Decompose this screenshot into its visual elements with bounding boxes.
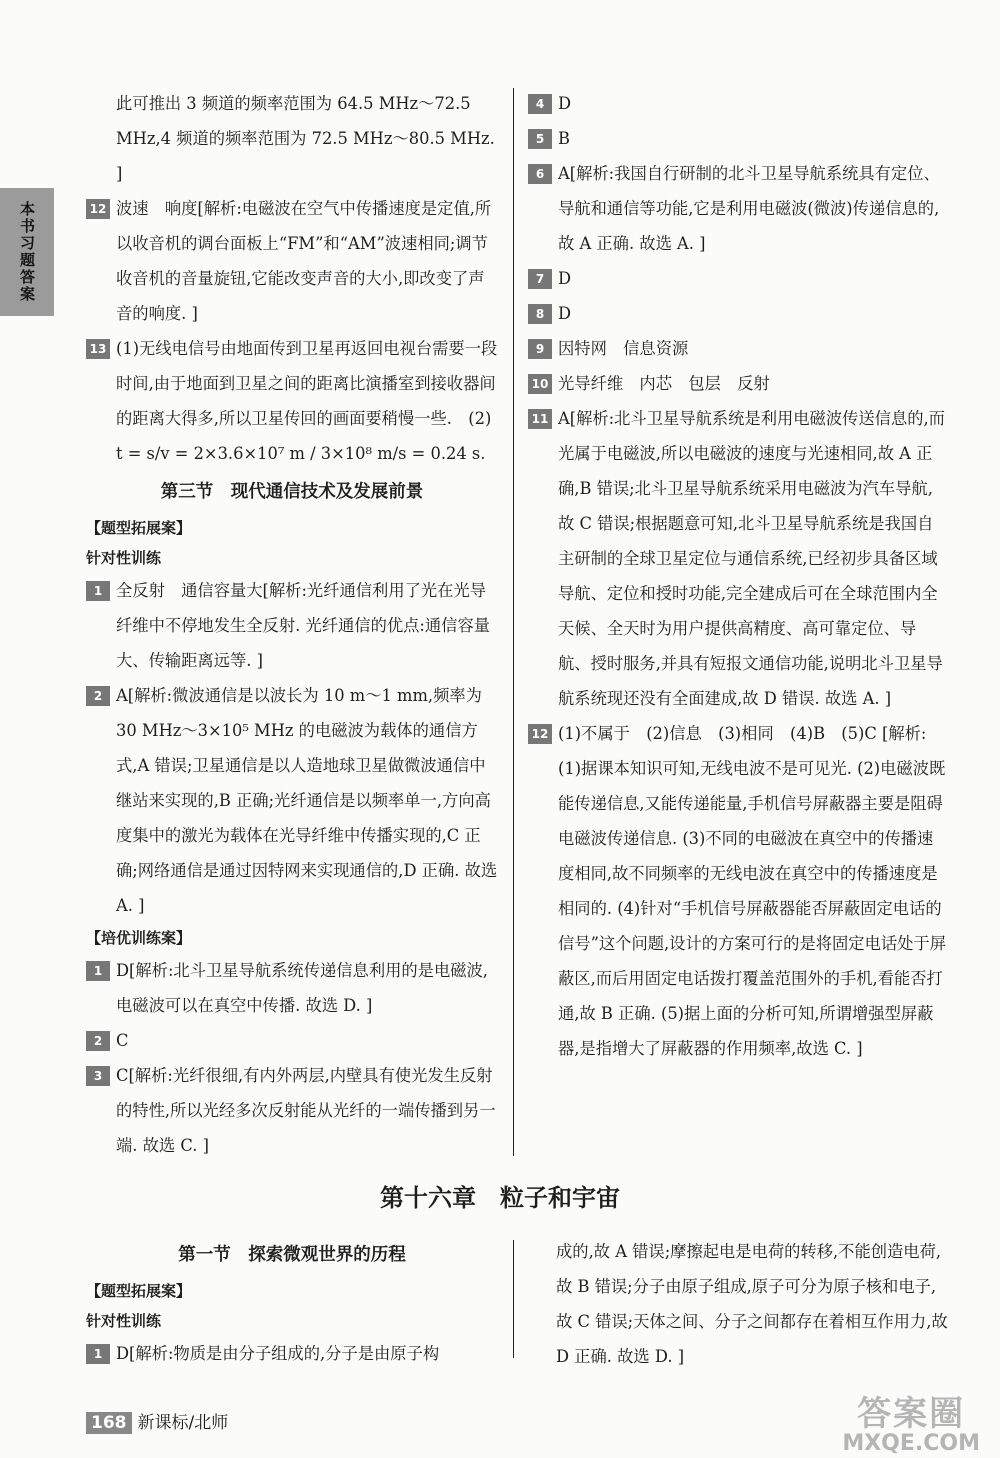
question-number: 6 xyxy=(528,164,552,184)
chapter-title: 第十六章 粒子和宇宙 xyxy=(380,1184,620,1212)
section1-right xyxy=(556,1234,948,1374)
question-number: 8 xyxy=(528,304,552,324)
footer-label: 新课标/北师 xyxy=(137,1413,229,1433)
subsection-heading: 针对性训练 xyxy=(86,549,162,567)
answer-text: C[解析:光纤很细,有内外两层,内壁具有使光发生反射的特性,所以光经多次反射能从光纤的一端传播到另一端. 故选 C. ] xyxy=(116,1066,496,1155)
question-number: 12 xyxy=(86,199,110,219)
answer-text: D[解析:物质是由分子组成的,分子是由原子构 xyxy=(116,1344,440,1363)
answer-text: 光导纤维 内芯 包层 反射 xyxy=(558,374,770,393)
question-number: 7 xyxy=(528,269,552,289)
answer-item xyxy=(528,366,948,401)
answer-item xyxy=(528,716,948,1066)
section-title: 第一节 探索微观世界的历程 xyxy=(178,1245,406,1265)
left-column xyxy=(86,86,498,1163)
answer-text: C xyxy=(116,1031,129,1050)
question-number: 11 xyxy=(528,409,552,429)
page-number: 168 xyxy=(86,1412,132,1434)
answer-item xyxy=(86,331,498,471)
right-column xyxy=(528,86,948,1066)
watermark-url: MXQE.COM xyxy=(842,1431,980,1456)
answer-continuation: 成的,故 A 错误;摩擦起电是电荷的转移,不能创造电荷,故 B 错误;分子由原子组成,原子可分为原子核和电子,故 C 错误;天体之间、分子之间都存在着相互作用力,故 D 正确. 故选 D. ] xyxy=(556,1242,948,1366)
answer-text: D[解析:北斗卫星导航系统传递信息利用的是电磁波,电磁波可以在真空中传播. 故选 D. ] xyxy=(116,961,488,1015)
answer-text: D xyxy=(558,304,572,323)
question-number: 1 xyxy=(86,961,110,981)
answer-text: 全反射 通信容量大[解析:光纤通信利用了光在光导纤维中不停地发生全反射. 光纤通信的优点:通信容量大、传输距离远等. ] xyxy=(116,581,491,670)
answer-text: D xyxy=(558,94,572,113)
answer-item xyxy=(86,953,498,1023)
question-number: 1 xyxy=(86,581,110,601)
subsection-heading: 针对性训练 xyxy=(86,1312,162,1330)
answer-item xyxy=(528,86,948,121)
answer-item xyxy=(86,1336,498,1371)
answer-item xyxy=(528,156,948,261)
answer-item xyxy=(528,296,948,331)
subsection-heading: 【题型拓展案】 xyxy=(86,519,192,537)
page-footer xyxy=(86,1408,228,1434)
answer-item xyxy=(86,191,498,331)
question-number: 1 xyxy=(86,1344,110,1364)
question-number: 10 xyxy=(528,374,552,394)
answer-item xyxy=(528,331,948,366)
section-title: 第三节 现代通信技术及发展前景 xyxy=(160,482,424,502)
question-number: 13 xyxy=(86,339,110,359)
answer-item xyxy=(528,401,948,716)
answer-text: B xyxy=(558,129,570,148)
answer-item xyxy=(86,678,498,923)
answer-text: (1)不属于 (2)信息 (3)相同 (4)B (5)C [解析:(1)据课本知识可知,无线电波不是可见光. (2)电磁波既能传递信息,又能传递能量,手机信号屏蔽器主要是阻碍电磁波传递信息. (3)不同的电磁波在真空中的传播速度相同,故不同频率的无线电波在真空中的传播速度是相同的. (4)针对“手机信号屏蔽器能否屏蔽固定电话的信号”这个问题,设计的方案可行的是将固定电话处于屏蔽区,而后用固定电话拨打覆盖范围外的手机,看能否打通,故 B 正确. (5)据上面的分析可知,所谓增强型屏蔽器,是指增大了屏蔽器的作用频率,故选 C. ] xyxy=(558,724,946,1058)
question-number: 2 xyxy=(86,1031,110,1051)
watermark-logo xyxy=(842,1396,980,1456)
answer-text: 因特网 信息资源 xyxy=(558,339,689,358)
answer-item xyxy=(86,1023,498,1058)
question-number: 3 xyxy=(86,1066,110,1086)
question-number: 5 xyxy=(528,129,552,149)
answer-item: 此可推出 3 频道的频率范围为 64.5 MHz～72.5 MHz,4 频道的频率范围为 72.5 MHz～80.5 MHz. ] xyxy=(116,94,495,183)
answer-text: D xyxy=(558,269,572,288)
side-tab-label: 本书习题答案 xyxy=(0,188,54,316)
answer-item xyxy=(528,121,948,156)
answer-item xyxy=(86,1058,498,1163)
answer-text: A[解析:微波通信是以波长为 10 m～1 mm,频率为30 MHz～3×10⁵ MHz 的电磁波为载体的通信方式,A 错误;卫星通信是以人造地球卫星做微波通信中继站来实现的,B 正确;光纤通信是以频率单一,方向高度集中的激光为载体在光导纤维中传播实现的,C 正确;网络通信是通过因特网来实现通信的,D 正确. 故选 A. ] xyxy=(116,686,498,915)
answer-item xyxy=(528,261,948,296)
subsection-heading: 【培优训练案】 xyxy=(86,929,192,947)
question-number: 4 xyxy=(528,94,552,114)
question-number: 2 xyxy=(86,686,110,706)
column-divider-top xyxy=(513,88,514,1156)
question-number: 9 xyxy=(528,339,552,359)
answer-text: 波速 响度[解析:电磁波在空气中传播速度是定值,所以收音机的调台面板上“FM”和“AM”波速相同;调节收音机的音量旋钮,它能改变声音的大小,即改变了声音的响度. ] xyxy=(116,199,492,323)
answer-text: A[解析:我国自行研制的北斗卫星导航系统具有定位、导航和通信等功能,它是利用电磁波(微波)传递信息的,故 A 正确. 故选 A. ] xyxy=(558,164,940,253)
subsection-heading: 【题型拓展案】 xyxy=(86,1282,192,1300)
answer-text: A[解析:北斗卫星导航系统是利用电磁波传送信息的,而光属于电磁波,所以电磁波的速度与光速相同,故 A 正确,B 错误;北斗卫星导航系统采用电磁波为汽车导航,故 C 错误;根据题意可知,北斗卫星导航系统是我国自主研制的全球卫星定位与通信系统,已经初步具备区域导航、定位和授时功能,完全建成后可在全球范围内全天候、全天时为用户提供高精度、高可靠定位、导航、授时服务,并具有短报文通信功能,说明北斗卫星导航系统现还没有全面建成,故 D 错误. 故选 A. ] xyxy=(558,409,945,708)
answer-text: (1)无线电信号由地面传到卫星再返回电视台需要一段时间,由于地面到卫星之间的距离比演播室到接收器间的距离大得多,所以卫星传回的画面要稍慢一些. (2) t = s/v = 2×3.6×10⁷ m / 3×10⁸ m/s = 0.24 s. xyxy=(116,339,498,463)
section1-left xyxy=(86,1234,498,1371)
question-number: 12 xyxy=(528,724,552,744)
column-divider-bottom xyxy=(513,1240,514,1358)
answer-item xyxy=(86,573,498,678)
watermark-text: 答案圈 xyxy=(857,1394,966,1434)
